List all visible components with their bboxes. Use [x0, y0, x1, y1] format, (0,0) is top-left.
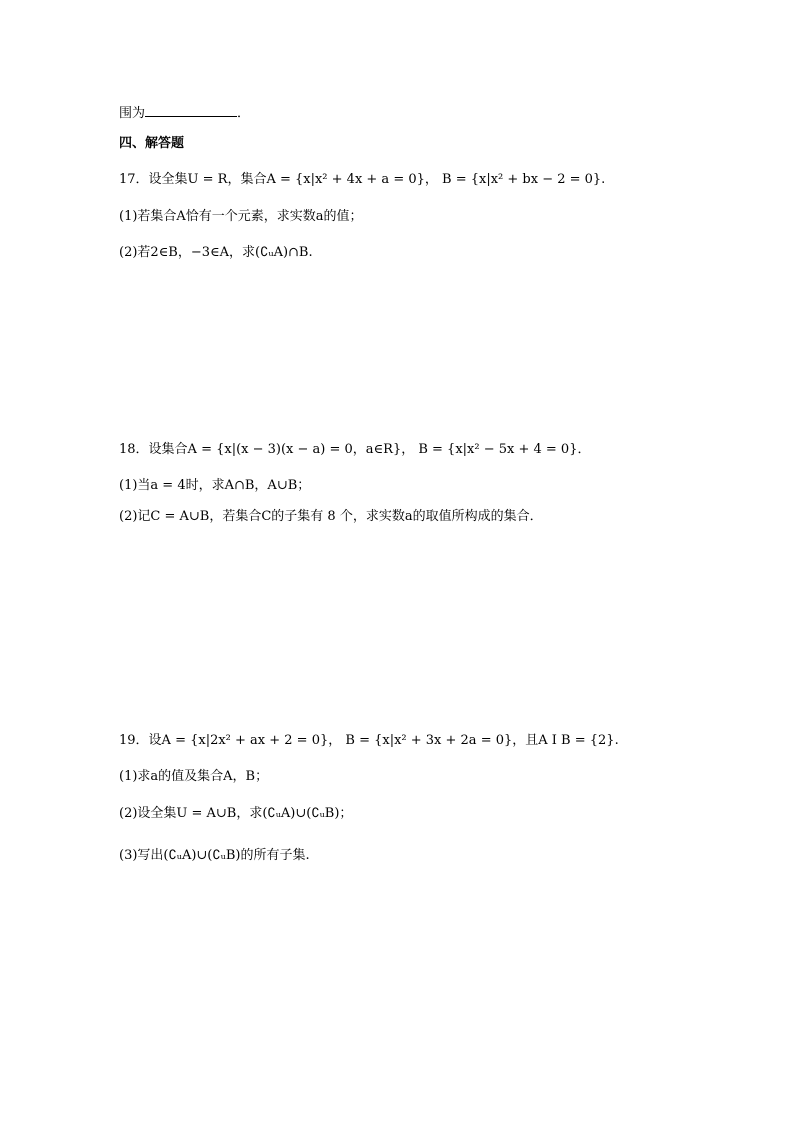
question-19-stem: 19．设A = {x|2x² + ax + 2 = 0}， B = {x|x² + 3x + 2a = 0}，且A I B = {2}.: [119, 733, 619, 748]
question-18-stem: 18．设集合A = {x|(x − 3)(x − a) = 0，a∈R}， B = {x|x² − 5x + 4 = 0}．: [119, 442, 591, 457]
question-17-stem: 17．设全集U = R，集合A = {x|x² + 4x + a = 0}， B = {x|x² + bx − 2 = 0}.: [119, 172, 606, 187]
section-heading: 四、解答题: [119, 136, 185, 151]
question-17-part-2: (2)若2∈B，−3∈A，求(∁ᵤA)∩B.: [119, 245, 313, 260]
question-17-part-1: (1)若集合A恰有一个元素，求实数a的值；: [119, 209, 363, 224]
question-18-part-1: (1)当a = 4时，求A∩B，A∪B；: [119, 478, 311, 493]
question-19-part-3: (3)写出(∁ᵤA)∪(∁ᵤB)的所有子集.: [119, 848, 310, 863]
question-18-part-2: (2)记C = A∪B，若集合C的子集有 8 个，求实数a的取值所构成的集合．: [119, 509, 543, 524]
fill-in-line: [119, 104, 250, 123]
question-19-part-1: (1)求a的值及集合A，B；: [119, 769, 269, 784]
fill-in-period: ．: [237, 106, 251, 121]
answer-blank[interactable]: [145, 104, 237, 117]
question-19-part-2: (2)设全集U = A∪B，求(∁ᵤA)∪(∁ᵤB)；: [119, 806, 353, 821]
fill-in-text: 围为: [119, 106, 146, 121]
